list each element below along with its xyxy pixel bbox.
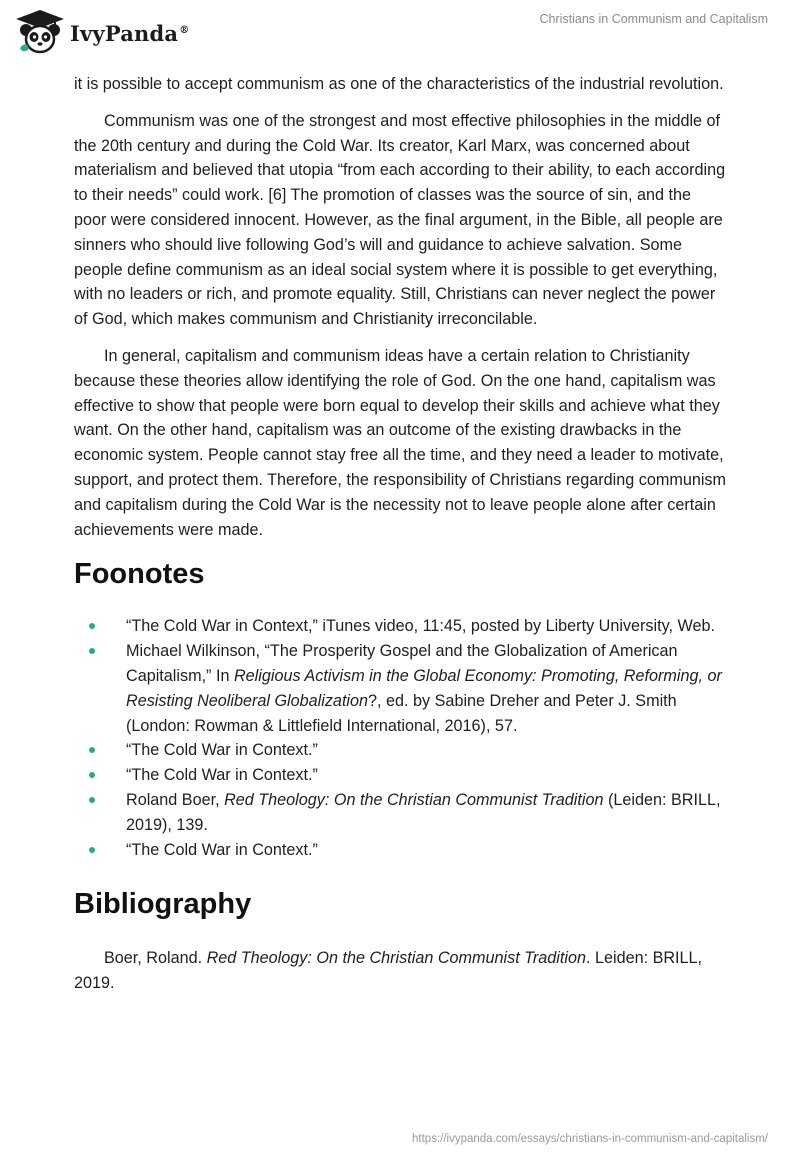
footnote-item: “The Cold War in Context.” (74, 738, 726, 763)
paragraph-conclusion: In general, capitalism and communism ideas have a certain relation to Christianity because these theories allow identifying the role of God. On the one hand, capitalism was effective to show that people were born equal to develop their skills and achieve what they want. On the other hand, capitalism was an outcome of the existing drawbacks in the economic system. People cannot stay free all the time, and they need a leader to motivate, support, and protect them. Therefore, the responsibility of Christians regarding communism and capitalism during the Cold War is the necessity not to leave people alone after certain achievements were made. (74, 346, 727, 539)
bullet-icon (89, 772, 95, 778)
bullet-icon (89, 623, 95, 629)
bibliography-entry: Boer, Roland. Red Theology: On the Christian Communist Tradition. Leiden: BRILL, 2019. (74, 949, 703, 993)
bullet-icon (89, 747, 95, 753)
bibliography-heading: Bibliography (74, 888, 252, 921)
footnote-item: Roland Boer, Red Theology: On the Christian Communist Tradition (Leiden: BRILL, 2019), 139. (74, 788, 726, 838)
footnote-item: “The Cold War in Context.” (74, 763, 726, 788)
source-url[interactable]: https://ivypanda.com/essays/christians-in-communism-and-capitalism/ (412, 1133, 768, 1145)
paragraph-continued: it is possible to accept communism as one of the characteristics of the industrial revolution. (74, 75, 724, 93)
footnotes-list (74, 614, 726, 862)
bullet-icon (89, 648, 95, 654)
footnote-item: Michael Wilkinson, “The Prosperity Gospel and the Globalization of American Capitalism,” In Religious Activism in the Global Economy: Promoting, Reforming, or Resisting Neoliberal Globalization?, ed. by Sabine Dreher and Peter J. Smith (London: Rowman & Littlefield International, 2016), 57. (74, 639, 726, 738)
footnotes-heading: Foonotes (74, 558, 205, 591)
logo-text: IvyPanda® (70, 20, 190, 46)
footnote-item: “The Cold War in Context.” (74, 838, 726, 863)
page-header (0, 0, 800, 70)
footnote-item: “The Cold War in Context,” iTunes video, 11:45, posted by Liberty University, Web. (74, 614, 726, 639)
bullet-icon (89, 847, 95, 853)
bullet-icon (89, 797, 95, 803)
panda-graduate-icon (14, 8, 66, 56)
document-title: Christians in Communism and Capitalism (539, 12, 768, 26)
ivypanda-logo[interactable] (14, 8, 189, 56)
article-body (74, 72, 726, 996)
paragraph-communism: Communism was one of the strongest and most effective philosophies in the middle of the 20th century and during the Cold War. Its creator, Karl Marx, was concerned about materialism and believed that utopia “from each according to their ability, to each according to their needs” could work. [6] The promotion of classes was the source of sin, and the poor were considered innocent. However, as the final argument, in the Bible, all people are sinners who should live following God’s will and guidance to achieve salvation. Some people define communism as an ideal social system where it is possible to get everything, with no leaders or rich, and promote equality. Still, Christians can never neglect the power of God, which makes communism and Christianity irreconcilable. (74, 111, 726, 329)
